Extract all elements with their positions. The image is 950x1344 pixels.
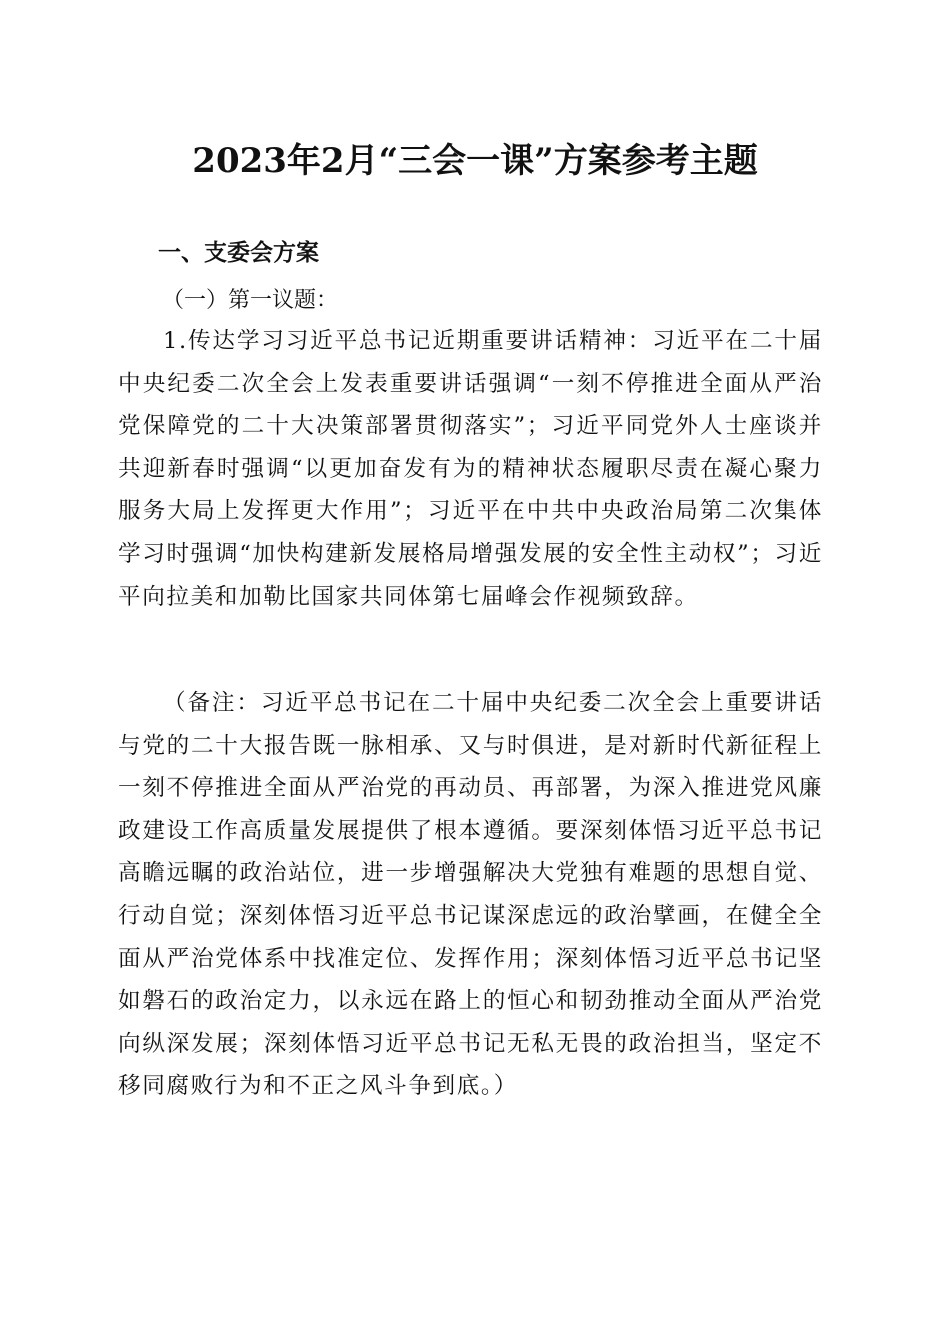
body-paragraph-speech: 1.传达学习习近平总书记近期重要讲话精神：习近平在二十届中央纪委二次全会上发表重要讲话强调“一刻不停推进全面从严治党保障党的二十大决策部署贯彻落实”；习近平同党外人士座谈并共迎新春时强调“以更加奋发有为的精神状态履职尽责在凝心聚力服务大局上发挥更大作用”；习近平在中共中央政治局第二次集体学习时强调“加快构建新发展格局增强发展的安全性主动权”；习近平向拉美和加勒比国家共同体第七届峰会作视频致辞。: [118, 328, 823, 610]
document-title: 2023年2月“三会一课”方案参考主题: [192, 141, 758, 181]
body-paragraph-remarks: （备注：习近平总书记在二十届中央纪委二次全会上重要讲话与党的二十大报告既一脉相承、又与时俱进，是对新时代新征程上一刻不停推进全面从严治党的再动员、再部署，为深入推进党风廉政建设工作高质量发展提供了根本遵循。要深刻体悟习近平总书记高瞻远瞩的政治站位，进一步增强解决大党独有难题的思想自觉、行动自觉；深刻体悟习近平总书记谋深虑远的政治擘画，在健全全面从严治党体系中找准定位、发挥作用；深刻体悟习近平总书记坚如磐石的政治定力，以永远在路上的恒心和韧劲推动全面从严治党向纵深发展；深刻体悟习近平总书记无私无畏的政治担当，坚定不移同腐败行为和不正之风斗争到底。）: [118, 690, 823, 1100]
section-heading: 一、支委会方案: [158, 240, 319, 266]
sub-heading: （一）第一议题：: [162, 288, 339, 313]
